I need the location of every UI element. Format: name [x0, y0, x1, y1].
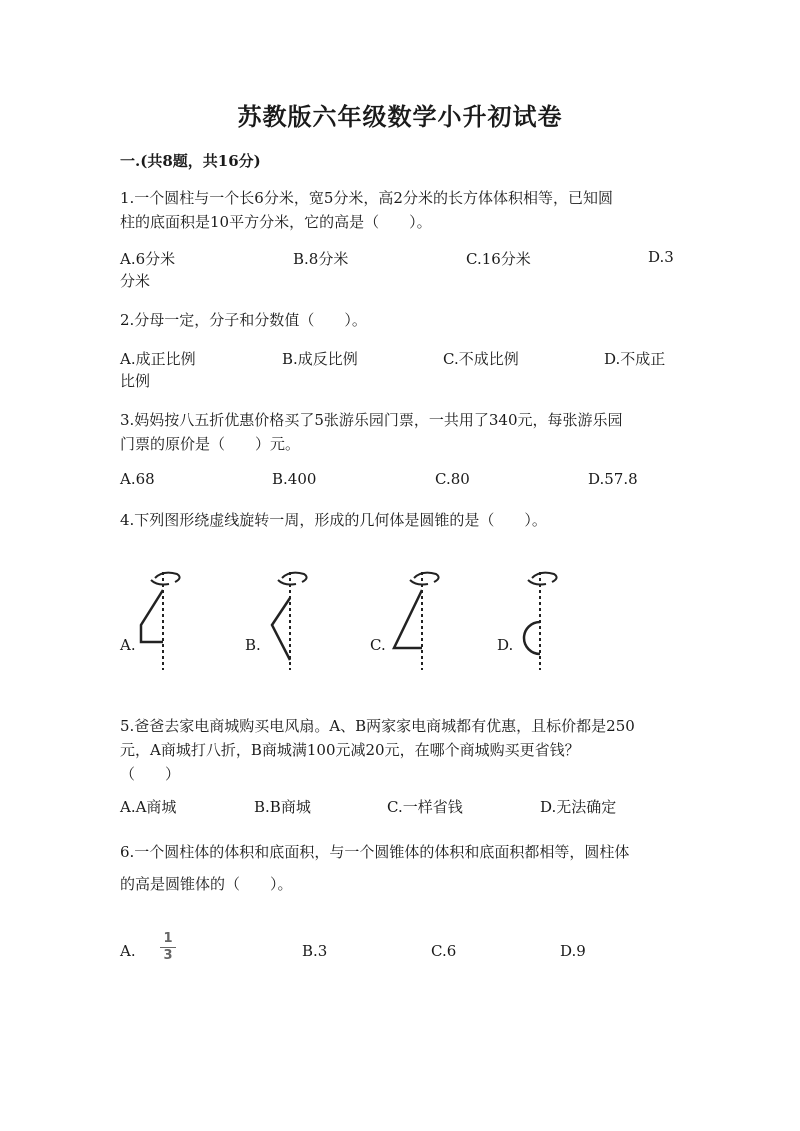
question-6-line-1: 6.一个圆柱体的体积和底面积，与一个圆锥体的体积和底面积都相等，圆柱体: [120, 843, 630, 861]
q2-option-d-continued: 比例: [120, 372, 151, 390]
section-heading: 一.(共8题，共16分): [120, 152, 261, 170]
q5-option-d[interactable]: D.无法确定: [540, 798, 617, 816]
q2-option-a[interactable]: A.成正比例: [120, 350, 196, 368]
q3-option-b[interactable]: B.400: [272, 470, 317, 488]
question-6: [120, 836, 680, 900]
q4-figure-c: [378, 560, 498, 680]
question-1-line-2: 柱的底面积是10平方分米，它的高是（ ）。: [120, 213, 432, 231]
q5-option-b[interactable]: B.B商城: [254, 798, 311, 816]
question-1-line-1: 1.一个圆柱与一个长6分米，宽5分米，高2分米的长方体体积相等，已知圆: [120, 189, 613, 207]
q4-figure-d: [500, 560, 620, 680]
q6-option-a-fraction: [160, 932, 176, 963]
question-3: [120, 408, 680, 456]
q1-option-d-continued: 分米: [120, 272, 151, 290]
q3-option-d[interactable]: D.57.8: [588, 470, 638, 488]
question-5-line-1: 5.爸爸去家电商城购买电风扇。A、B两家家电商城都有优惠，且标价都是250: [120, 717, 635, 735]
question-3-line-2: 门票的原价是（ ）元。: [120, 435, 301, 453]
fraction-denominator: 3: [163, 948, 173, 963]
q4-option-c[interactable]: C.: [370, 636, 386, 654]
q1-option-b[interactable]: B.8分米: [293, 250, 349, 268]
q4-option-b[interactable]: B.: [245, 636, 261, 654]
q2-option-c[interactable]: C.不成比例: [443, 350, 519, 368]
question-5-line-2: 元，A商城打八折，B商城满100元减20元，在哪个商城购买更省钱？: [120, 741, 580, 759]
q6-option-a[interactable]: A.: [120, 942, 136, 960]
q4-option-d[interactable]: D.: [497, 636, 514, 654]
q2-option-b[interactable]: B.成反比例: [282, 350, 358, 368]
question-5: [120, 714, 680, 786]
q3-option-c[interactable]: C.80: [435, 470, 470, 488]
q5-option-a[interactable]: A.A商城: [120, 798, 177, 816]
q2-option-d[interactable]: D.不成正: [604, 350, 666, 368]
q6-option-c[interactable]: C.6: [431, 942, 457, 960]
q1-option-a[interactable]: A.6分米: [120, 250, 176, 268]
q1-option-d[interactable]: D.3: [648, 248, 674, 266]
question-4-line-1: 4.下列图形绕虚线旋转一周，形成的几何体是圆锥的是（ ）。: [120, 511, 547, 529]
page-title: 苏教版六年级数学小升初试卷: [237, 102, 563, 131]
q4-figure-b: [250, 560, 370, 680]
q1-option-c[interactable]: C.16分米: [466, 250, 531, 268]
question-1: [120, 186, 680, 234]
q6-option-d[interactable]: D.9: [560, 942, 586, 960]
q3-option-a[interactable]: A.68: [120, 470, 155, 488]
question-5-line-3: （ ）: [120, 765, 181, 783]
q4-option-a[interactable]: A.: [120, 636, 136, 654]
q6-option-b[interactable]: B.3: [302, 942, 328, 960]
question-2-line-1: 2.分母一定，分子和分数值（ ）。: [120, 311, 367, 329]
question-6-line-2: 的高是圆锥体的（ ）。: [120, 875, 293, 893]
q4-figure-a: [125, 560, 245, 680]
question-2: [120, 308, 680, 332]
question-3-line-1: 3.妈妈按八五折优惠价格买了5张游乐园门票，一共用了340元，每张游乐园: [120, 411, 623, 429]
q5-option-c[interactable]: C.一样省钱: [387, 798, 463, 816]
fraction-numerator: 1: [163, 931, 173, 946]
question-4: [120, 508, 680, 532]
